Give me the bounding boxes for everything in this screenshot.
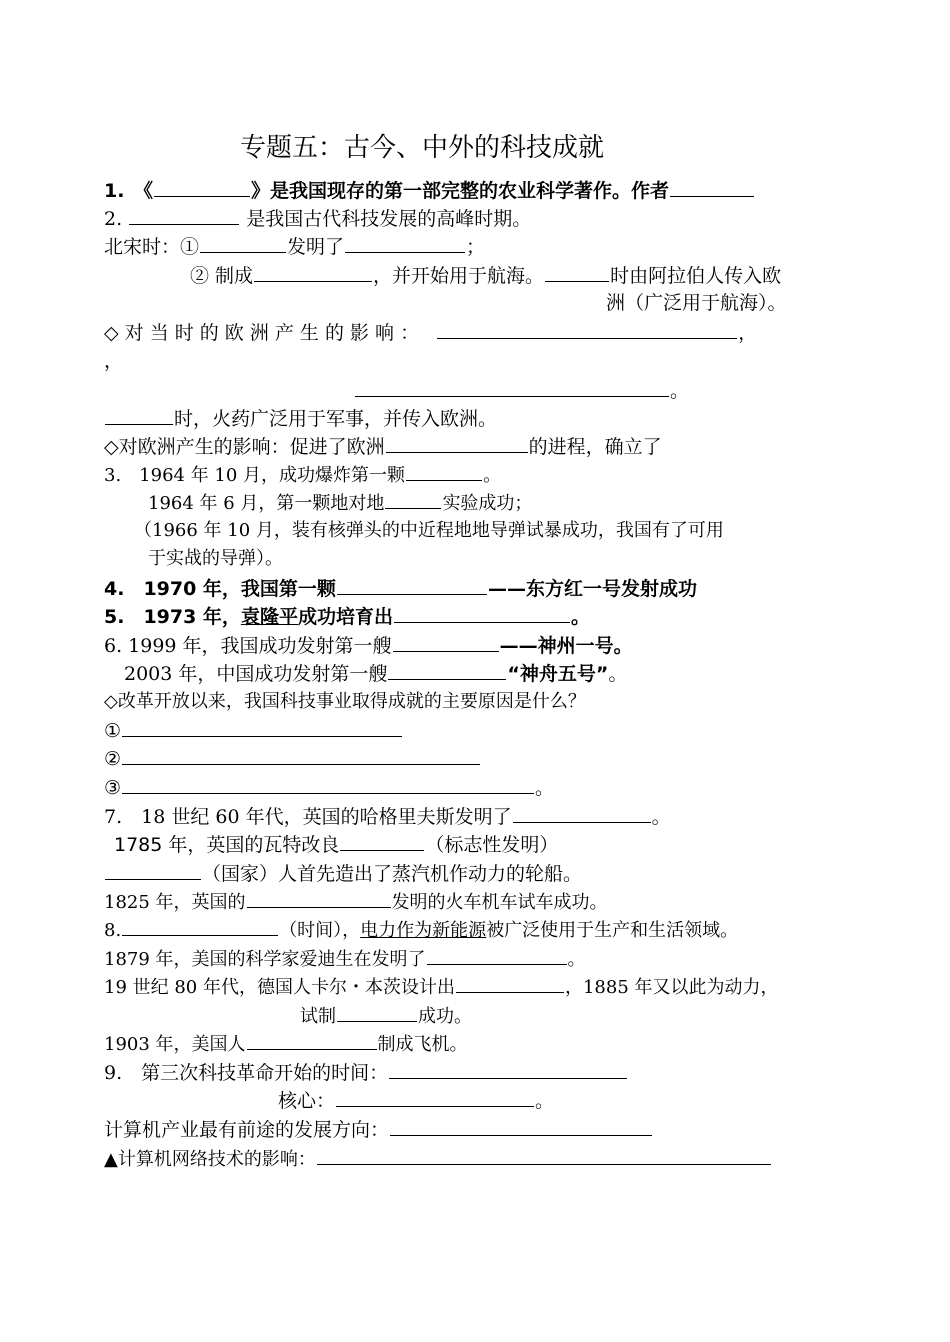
blank[interactable] [129,206,239,225]
line-2: 2. 是我国古代科技发展的高峰时期。 [104,208,532,230]
line-18: 2003 年，中国成功发射第一艘 “神舟五号”。 [124,663,628,685]
blank[interactable] [513,804,651,823]
blank[interactable] [247,889,391,908]
line-16: 5. 1973 年，袁隆平成功培育出 。 [104,606,590,628]
blank[interactable] [385,490,441,509]
line-24: 1785 年，英国的瓦特改良 （标志性发明） [114,834,559,856]
blank[interactable] [427,946,567,965]
line-1: 1. 《 》是我国现存的第一部完整的农业科学著作。作者 [104,178,755,203]
blank[interactable] [336,1088,534,1107]
line-25: （国家）人首先造出了蒸汽机作动力的轮船。 [104,861,582,886]
blank[interactable] [393,633,499,652]
line-23: 7. 18 世纪 60 年代，英国的哈格里夫斯发明了 。 [104,806,671,828]
line-32: 9. 第三次科技革命开始的时间： [104,1060,628,1085]
blank[interactable] [337,1003,417,1022]
line-6: ◇ 对 当 时 的 欧 洲 产 生 的 影 响 ： ， [104,322,758,344]
blank[interactable] [317,1146,771,1165]
line-19: ◇改革开放以来，我国科技事业取得成就的主要原因是什么？ [104,691,586,712]
blank[interactable] [340,832,424,851]
line-12: 1964 年 6 月，第一颗地对地 实验成功； [148,490,532,516]
blank[interactable] [388,661,506,680]
blank[interactable] [389,1060,627,1079]
line-10: ◇对欧洲产生的影响：促进了欧洲 的进程，确立了 [104,436,662,458]
line-13: （1966 年 10 月，装有核弹头的中近程地地导弹试暴成功，我国有了可用 [134,520,724,541]
blank[interactable] [122,775,534,794]
line-4: ② 制成 ，并开始用于航海。 时由阿拉伯人传入欧 [190,265,782,287]
blank[interactable] [390,1117,652,1136]
line-7: ， [104,350,124,372]
blank[interactable] [122,718,402,737]
blank[interactable] [386,434,528,453]
line-26: 1825 年，英国的 发明的火车机车试车成功。 [104,889,608,915]
line-30: 试制 成功。 [300,1003,472,1029]
blank[interactable] [337,576,487,595]
line-20: ① [104,718,403,743]
blank[interactable] [437,320,737,339]
line-11: 3. 1964 年 10 月，成功爆炸第一颗 。 [104,462,501,488]
blank[interactable] [345,234,465,253]
line-27: 8. （时间），电力作为新能源被广泛使用于生产和生活领域。 [104,917,738,943]
line-17: 6. 1999 年，我国成功发射第一艘 ——神州一号。 [104,635,633,657]
blank[interactable] [200,234,286,253]
line-35: ▲计算机网络技术的影响： [104,1146,772,1172]
blank[interactable] [105,406,173,425]
line-31: 1903 年，美国人 制成飞机。 [104,1031,468,1057]
line-28: 1879 年，美国的科学家爱迪生在发明了 。 [104,946,586,972]
line-3: 北宋时：① 发明了 ； [104,236,486,258]
blank[interactable] [122,917,278,936]
line-22: ③ 。 [104,777,555,799]
blank[interactable] [254,263,372,282]
blank[interactable] [154,178,250,197]
page-title: 专题五：古今、中外的科技成就 [240,133,605,163]
line-29: 19 世纪 80 年代，德国人卡尔・本茨设计出 ，1885 年又以此为动力， [104,974,779,1000]
line-14: 于实战的导弹）。 [148,548,283,569]
blank[interactable] [545,263,609,282]
blank[interactable] [122,746,480,765]
blank[interactable] [247,1031,377,1050]
line-8: 。 [354,378,689,403]
line-15: 4. 1970 年，我国第一颗 ——东方红一号发射成功 [104,578,697,600]
line-9: 时，火药广泛用于军事，并传入欧洲。 [104,406,497,431]
line-34: 计算机产业最有前途的发展方向： [104,1117,653,1142]
line-21: ② [104,746,481,771]
blank[interactable] [406,462,482,481]
blank[interactable] [456,974,564,993]
line-33: 核心： 。 [278,1090,555,1112]
blank[interactable] [670,178,754,197]
line-5: 洲（广泛用于航海）。 [606,292,787,314]
blank[interactable] [355,378,669,397]
blank[interactable] [105,861,201,880]
blank[interactable] [394,604,570,623]
